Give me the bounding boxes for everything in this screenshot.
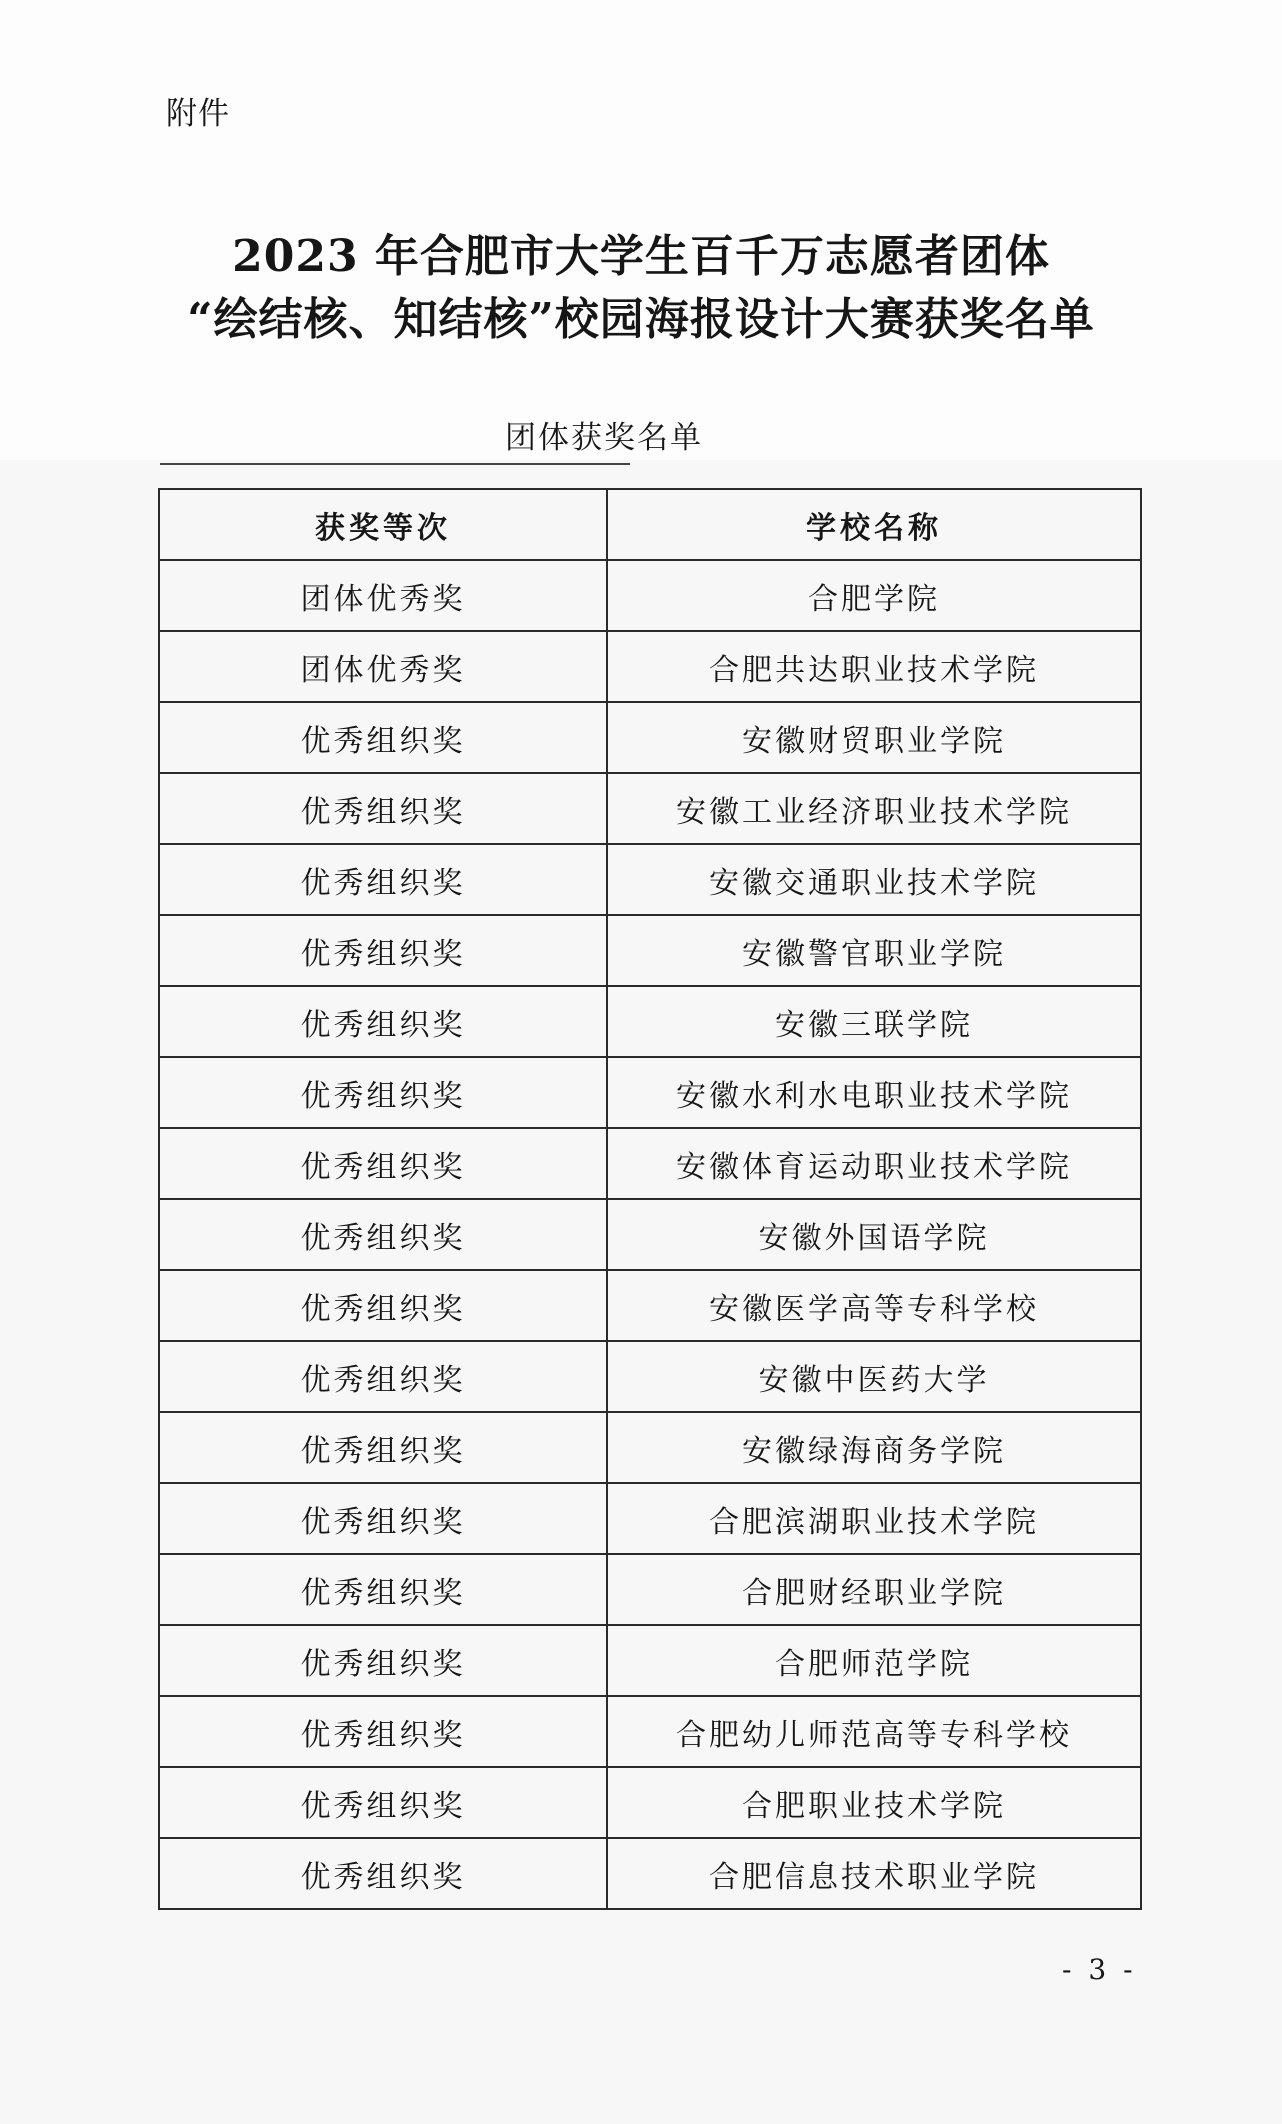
school-name-cell: 安徽外国语学院 bbox=[607, 1199, 1141, 1270]
table-row bbox=[159, 915, 1141, 986]
award-rank-cell: 优秀组织奖 bbox=[159, 1341, 607, 1412]
school-name-cell: 安徽工业经济职业技术学院 bbox=[607, 773, 1141, 844]
school-name-cell: 合肥共达职业技术学院 bbox=[607, 631, 1141, 702]
award-rank-cell: 优秀组织奖 bbox=[159, 1554, 607, 1625]
award-rank-cell: 优秀组织奖 bbox=[159, 1199, 607, 1270]
award-rank-cell: 优秀组织奖 bbox=[159, 1270, 607, 1341]
header-rank: 获奖等次 bbox=[159, 489, 607, 560]
award-rank-cell: 优秀组织奖 bbox=[159, 915, 607, 986]
school-name-cell: 安徽医学高等专科学校 bbox=[607, 1270, 1141, 1341]
award-rank-cell: 优秀组织奖 bbox=[159, 1483, 607, 1554]
award-rank-cell: 优秀组织奖 bbox=[159, 1696, 607, 1767]
page-number: - 3 - bbox=[1062, 1953, 1137, 1986]
award-rank-cell: 优秀组织奖 bbox=[159, 1838, 607, 1909]
school-name-cell: 安徽中医药大学 bbox=[607, 1341, 1141, 1412]
school-name-cell: 合肥师范学院 bbox=[607, 1625, 1141, 1696]
award-rank-cell: 团体优秀奖 bbox=[159, 560, 607, 631]
divider-line bbox=[160, 463, 630, 465]
table-row bbox=[159, 1128, 1141, 1199]
award-rank-cell: 优秀组织奖 bbox=[159, 773, 607, 844]
table-row bbox=[159, 1270, 1141, 1341]
school-name-cell: 合肥学院 bbox=[607, 560, 1141, 631]
school-name-cell: 合肥信息技术职业学院 bbox=[607, 1838, 1141, 1909]
table-row bbox=[159, 773, 1141, 844]
award-rank-cell: 团体优秀奖 bbox=[159, 631, 607, 702]
document-title-line1: 2023 年合肥市大学生百千万志愿者团体 bbox=[232, 231, 1050, 282]
award-rank-cell: 优秀组织奖 bbox=[159, 1625, 607, 1696]
school-name-cell: 安徽体育运动职业技术学院 bbox=[607, 1128, 1141, 1199]
table-header-row bbox=[159, 489, 1141, 560]
table-row bbox=[159, 560, 1141, 631]
school-name-cell: 安徽警官职业学院 bbox=[607, 915, 1141, 986]
award-rank-cell: 优秀组织奖 bbox=[159, 1767, 607, 1838]
table-row bbox=[159, 1696, 1141, 1767]
header-school: 学校名称 bbox=[607, 489, 1141, 560]
table-row bbox=[159, 1057, 1141, 1128]
school-name-cell: 安徽财贸职业学院 bbox=[607, 702, 1141, 773]
award-rank-cell: 优秀组织奖 bbox=[159, 1057, 607, 1128]
award-table-body bbox=[159, 560, 1141, 1909]
table-row bbox=[159, 631, 1141, 702]
table-row bbox=[159, 1767, 1141, 1838]
table-row bbox=[159, 1199, 1141, 1270]
school-name-cell: 安徽交通职业技术学院 bbox=[607, 844, 1141, 915]
award-rank-cell: 优秀组织奖 bbox=[159, 1128, 607, 1199]
section-subtitle: 团体获奖名单 bbox=[505, 420, 703, 456]
school-name-cell: 合肥职业技术学院 bbox=[607, 1767, 1141, 1838]
table-row bbox=[159, 986, 1141, 1057]
school-name-cell: 合肥财经职业学院 bbox=[607, 1554, 1141, 1625]
school-name-cell: 安徽绿海商务学院 bbox=[607, 1412, 1141, 1483]
school-name-cell: 合肥幼儿师范高等专科学校 bbox=[607, 1696, 1141, 1767]
award-rank-cell: 优秀组织奖 bbox=[159, 844, 607, 915]
award-rank-cell: 优秀组织奖 bbox=[159, 702, 607, 773]
award-rank-cell: 优秀组织奖 bbox=[159, 986, 607, 1057]
table-row bbox=[159, 844, 1141, 915]
table-row bbox=[159, 1341, 1141, 1412]
award-rank-cell: 优秀组织奖 bbox=[159, 1412, 607, 1483]
table-row bbox=[159, 1554, 1141, 1625]
table-row bbox=[159, 1625, 1141, 1696]
attachment-label: 附件 bbox=[166, 96, 230, 132]
document-title-line2: “绘结核、知结核”校园海报设计大赛获奖名单 bbox=[187, 294, 1095, 345]
table-row bbox=[159, 1838, 1141, 1909]
school-name-cell: 安徽三联学院 bbox=[607, 986, 1141, 1057]
table-row bbox=[159, 702, 1141, 773]
table-row bbox=[159, 1412, 1141, 1483]
school-name-cell: 合肥滨湖职业技术学院 bbox=[607, 1483, 1141, 1554]
table-row bbox=[159, 1483, 1141, 1554]
award-table bbox=[158, 488, 1142, 1910]
school-name-cell: 安徽水利水电职业技术学院 bbox=[607, 1057, 1141, 1128]
